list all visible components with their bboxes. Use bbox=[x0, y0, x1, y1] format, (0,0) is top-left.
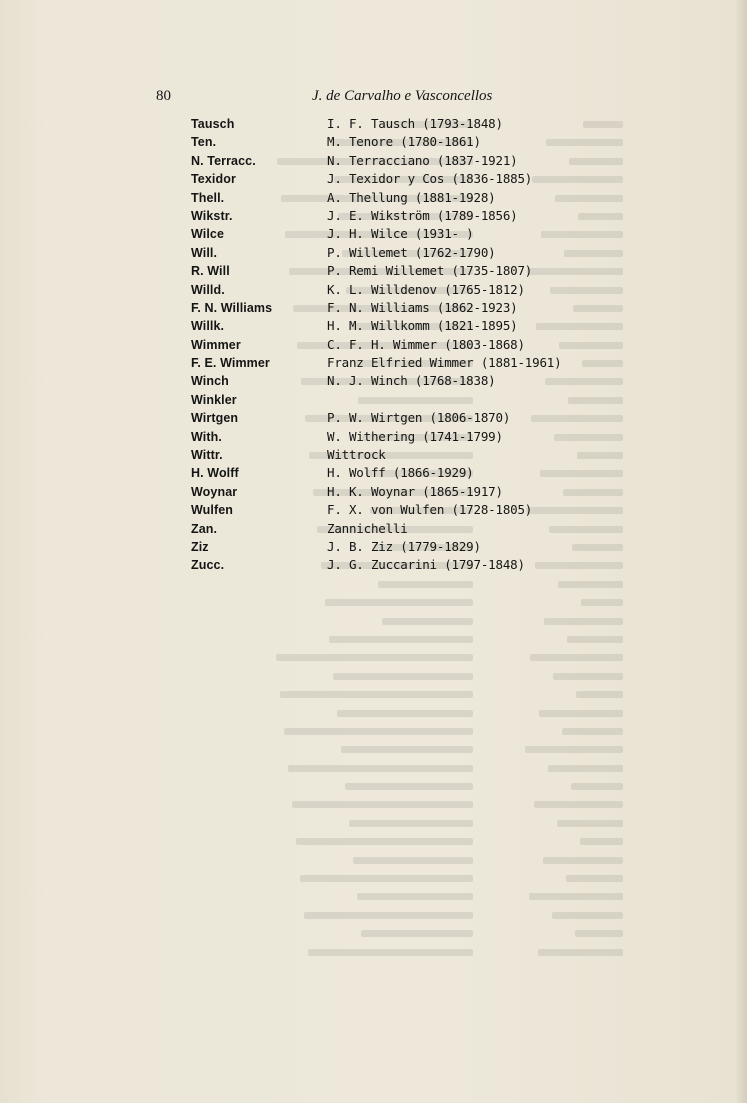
ghost-line bbox=[203, 704, 623, 722]
author-full-name: M. Tenore (1780-1861) bbox=[327, 134, 481, 150]
list-item bbox=[191, 354, 611, 372]
author-abbreviation: Thell. bbox=[191, 190, 225, 205]
author-abbreviation: H. Wolff bbox=[191, 466, 239, 481]
ghost-line bbox=[203, 722, 623, 740]
author-abbreviation: Tausch bbox=[191, 117, 235, 131]
author-full-name: K. L. Willdenov (1765-1812) bbox=[327, 281, 525, 297]
author-abbreviation: F. N. Williams bbox=[191, 300, 273, 315]
author-abbreviation: Ten. bbox=[191, 135, 217, 150]
author-full-name: H. Wolff (1866-1929) bbox=[327, 465, 474, 481]
list-item bbox=[191, 317, 611, 335]
ghost-line bbox=[203, 630, 623, 648]
ghost-line bbox=[203, 906, 623, 924]
author-full-name: N. J. Winch (1768-1838) bbox=[327, 373, 496, 389]
author-full-name: J. H. Wilce (1931- ) bbox=[327, 226, 474, 242]
author-abbreviation: With. bbox=[191, 429, 222, 444]
author-abbreviation: Texidor bbox=[191, 172, 236, 187]
ghost-line bbox=[203, 887, 623, 905]
ghost-line bbox=[203, 777, 623, 795]
author-full-name: C. F. H. Wimmer (1803-1868) bbox=[327, 336, 525, 352]
list-item bbox=[191, 372, 611, 390]
author-full-name: P. Willemet (1762-1790) bbox=[327, 244, 496, 260]
author-abbreviation: Wilce bbox=[191, 227, 225, 242]
list-item bbox=[191, 391, 611, 409]
ghost-line bbox=[203, 924, 623, 942]
ghost-line bbox=[203, 593, 623, 611]
page-header bbox=[0, 88, 747, 110]
list-item bbox=[191, 262, 611, 280]
author-abbreviation: Willd. bbox=[191, 282, 225, 297]
list-item bbox=[191, 225, 611, 243]
author-full-name: F. N. Williams (1862-1923) bbox=[327, 299, 518, 315]
author-abbreviation: Winch bbox=[191, 374, 229, 389]
ghost-line bbox=[203, 667, 623, 685]
author-abbreviation: Will. bbox=[191, 245, 218, 260]
list-item bbox=[191, 299, 611, 317]
list-item bbox=[191, 133, 611, 151]
author-abbreviation: Wimmer bbox=[191, 337, 241, 352]
author-full-name: J. G. Zuccarini (1797-1848) bbox=[327, 557, 525, 573]
ghost-line bbox=[203, 612, 623, 630]
author-full-name: H. K. Woynar (1865-1917) bbox=[327, 483, 503, 499]
page-edge-shadow bbox=[735, 0, 747, 1103]
ghost-line bbox=[203, 851, 623, 869]
author-abbreviation: R. Will bbox=[191, 264, 230, 279]
list-item bbox=[191, 538, 611, 556]
list-item bbox=[191, 115, 611, 133]
author-full-name: J. Texidor y Cos (1836-1885) bbox=[327, 171, 533, 187]
author-abbreviation: Wittr. bbox=[191, 448, 223, 463]
list-item bbox=[191, 281, 611, 299]
ghost-line bbox=[203, 814, 623, 832]
author-abbreviation: Woynar bbox=[191, 484, 238, 499]
ghost-line bbox=[203, 685, 623, 703]
ghost-line bbox=[203, 648, 623, 666]
author-abbreviation: N. Terracc. bbox=[191, 153, 256, 168]
ghost-line bbox=[203, 795, 623, 813]
ghost-line bbox=[203, 869, 623, 887]
abbreviation-list bbox=[191, 115, 611, 575]
ghost-line bbox=[203, 575, 623, 593]
list-item bbox=[191, 207, 611, 225]
author-abbreviation: F. E. Wimmer bbox=[191, 356, 270, 371]
list-item bbox=[191, 244, 611, 262]
author-full-name: P. W. Wirtgen (1806-1870) bbox=[327, 410, 511, 426]
list-item bbox=[191, 556, 611, 574]
author-abbreviation: Zucc. bbox=[191, 558, 225, 573]
author-full-name: Zannichelli bbox=[327, 520, 408, 536]
list-item bbox=[191, 336, 611, 354]
list-item bbox=[191, 501, 611, 519]
author-abbreviation: Ziz bbox=[191, 539, 209, 554]
author-full-name: Franz Elfried Wimmer (1881-1961) bbox=[327, 355, 562, 371]
list-item bbox=[191, 520, 611, 538]
list-item bbox=[191, 152, 611, 170]
author-abbreviation: Wirtgen bbox=[191, 411, 239, 426]
author-full-name: J. B. Ziz (1779-1829) bbox=[327, 538, 481, 554]
ghost-line bbox=[203, 832, 623, 850]
list-item bbox=[191, 189, 611, 207]
author-full-name: P. Remi Willemet (1735-1807) bbox=[327, 263, 533, 279]
list-item bbox=[191, 428, 611, 446]
list-item bbox=[191, 170, 611, 188]
list-item bbox=[191, 483, 611, 501]
author-full-name: J. E. Wikström (1789-1856) bbox=[327, 207, 518, 223]
author-abbreviation: Zan. bbox=[191, 521, 218, 536]
ghost-line bbox=[203, 740, 623, 758]
list-item bbox=[191, 409, 611, 427]
author-abbreviation: Wikstr. bbox=[191, 208, 233, 223]
author-full-name: W. Withering (1741-1799) bbox=[327, 428, 503, 444]
author-abbreviation: Wulfen bbox=[191, 503, 234, 518]
author-full-name: F. X. von Wulfen (1728-1805) bbox=[327, 502, 533, 518]
ghost-line bbox=[203, 759, 623, 777]
author-full-name: N. Terracciano (1837-1921) bbox=[327, 152, 518, 168]
author-full-name: A. Thellung (1881-1928) bbox=[327, 189, 496, 205]
author-abbreviation: Willk. bbox=[191, 319, 225, 334]
author-full-name: I. F. Tausch (1793-1848) bbox=[327, 116, 503, 131]
page-number: 80 bbox=[156, 88, 171, 104]
running-head: J. de Carvalho e Vasconcellos bbox=[312, 88, 493, 104]
author-full-name: Wittrock bbox=[327, 447, 386, 463]
author-full-name: H. M. Willkomm (1821-1895) bbox=[327, 318, 518, 334]
author-abbreviation: Winkler bbox=[191, 392, 237, 407]
list-item bbox=[191, 464, 611, 482]
ghost-line bbox=[203, 943, 623, 961]
list-item bbox=[191, 446, 611, 464]
